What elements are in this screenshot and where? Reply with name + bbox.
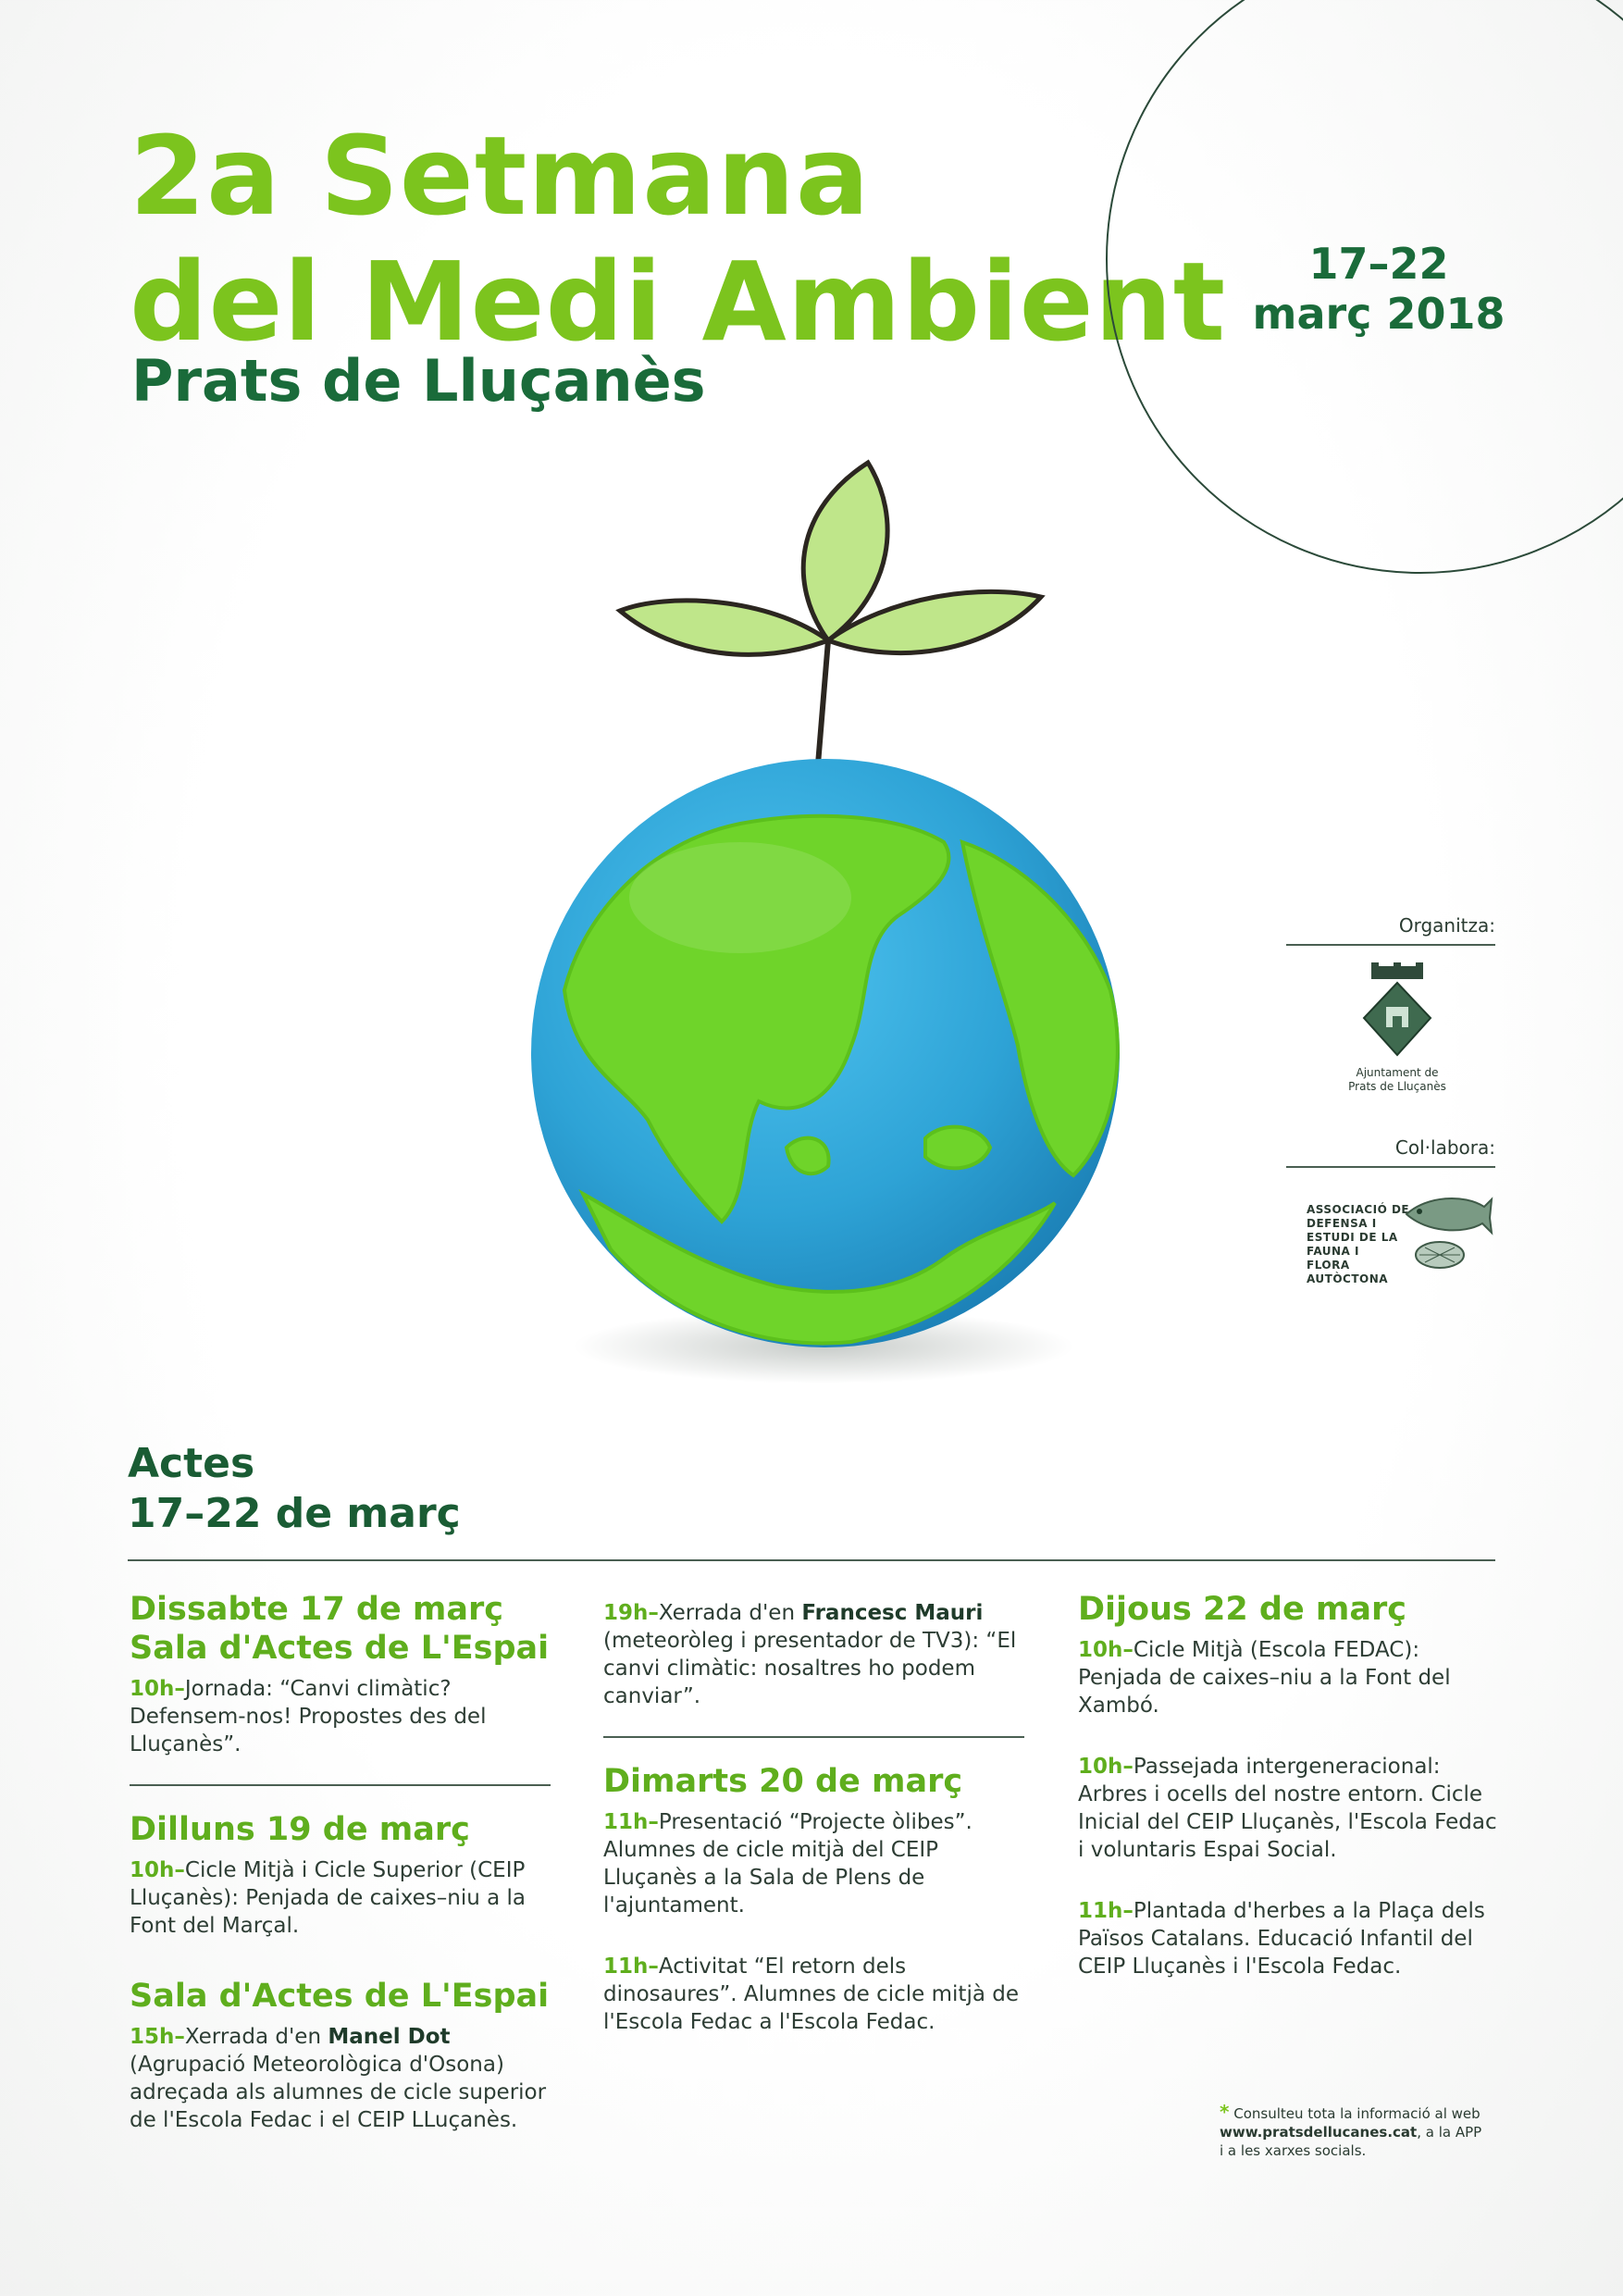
column-divider <box>130 1784 551 1786</box>
column-divider <box>603 1736 1024 1738</box>
footnote-line-3: i a les xarxes socials. <box>1220 2142 1367 2159</box>
assoc-line: FLORA <box>1307 1259 1350 1272</box>
fish-shell-logo-icon <box>1399 1186 1493 1273</box>
date-line-2: març 2018 <box>1252 289 1505 339</box>
event-time: 10h– <box>130 1858 185 1882</box>
event-text: Xerrada d'en <box>184 2025 328 2049</box>
title-line-2: del Medi Ambient <box>130 238 1227 366</box>
event-text: Xerrada d'en <box>658 1601 802 1625</box>
organizer-name-line-2: Prats de Lluçanès <box>1348 1080 1446 1093</box>
schedule-column-1 <box>130 1590 551 2134</box>
event-text: Passejada intergeneracional: Arbres i ocells del nostre entorn. Cicle Inicial del CEIP Lluçanès, l'Escola Fedac i voluntaris Espai Social. <box>1078 1755 1497 1862</box>
event-text: Plantada d'herbes a la Plaça dels Països Catalans. Educació Infantil del CEIP Lluçanès i l'Escola Fedac. <box>1078 1899 1485 1979</box>
actes-heading <box>128 1439 461 1539</box>
assoc-line: FAUNA I <box>1307 1245 1359 1258</box>
footnote-line-1 <box>1220 2103 1497 2123</box>
event-item <box>130 1856 551 1940</box>
subtitle: Prats de Lluçanès <box>131 347 706 415</box>
event-text: Activitat “El retorn dels dinosaures”. Alumnes de cicle mitjà de l'Escola Fedac a l'Escola Fedac. <box>603 1955 1019 2034</box>
event-time: 19h– <box>603 1601 659 1625</box>
event-item <box>130 1675 551 1758</box>
venue-heading: Sala d'Actes de L'Espai <box>130 1978 550 2015</box>
schedule-column-2 <box>603 1599 1024 2036</box>
day-heading: Dimarts 20 de març <box>603 1763 963 1800</box>
website-link[interactable]: www.pratsdellucanes.cat <box>1220 2124 1418 2141</box>
actes-heading-line-2: 17–22 de març <box>128 1490 461 1537</box>
event-item <box>1078 1897 1504 1980</box>
organiza-label: Organitza: <box>1398 914 1495 937</box>
event-item <box>1078 1753 1504 1864</box>
footnote-text: Consulteu tota la informació al web <box>1233 2105 1481 2122</box>
organiza-rule <box>1286 944 1495 946</box>
event-text: Presentació “Projecte òlibes”. Alumnes de cicle mitjà del CEIP Lluçanès a la Sala de Plens de l'ajuntament. <box>603 1810 973 1917</box>
schedule-column-3 <box>1078 1590 1504 1980</box>
collabora-label: Col·labora: <box>1394 1136 1495 1159</box>
event-text: Cicle Mitjà (Escola FEDAC): Penjada de caixes–niu a la Font del Xambó. <box>1078 1638 1451 1718</box>
event-time: 10h– <box>1078 1638 1134 1662</box>
speaker-name: Francesc Mauri <box>801 1601 984 1625</box>
actes-heading-line-1: Actes <box>128 1440 255 1487</box>
event-item <box>603 1599 1024 1710</box>
day-heading: Dissabte 17 de març <box>130 1591 504 1628</box>
assoc-line: DEFENSA I <box>1307 1217 1377 1230</box>
association-logo-text <box>1307 1203 1409 1286</box>
globe-sprout-illustration <box>463 435 1166 1397</box>
footnote-line-2 <box>1220 2123 1497 2141</box>
assoc-line: ASSOCIACIÓ DE <box>1307 1203 1410 1216</box>
event-time: 10h– <box>130 1677 185 1701</box>
town-crest-logo <box>1358 962 1436 1062</box>
footnote-text: , a la APP <box>1417 2124 1482 2141</box>
event-text: (Agrupació Meteorològica d'Osona) adreçada als alumnes de cicle superior de l'Escola Fedac i el CEIP LLuçanès. <box>130 2053 547 2132</box>
day-heading: Dilluns 19 de març <box>130 1811 470 1848</box>
event-text: Jornada: “Canvi climàtic? Defensem-nos! Propostes des del Lluçanès”. <box>130 1677 487 1756</box>
assoc-line: AUTÒCTONA <box>1307 1272 1389 1285</box>
organizer-name-line-1: Ajuntament de <box>1356 1066 1439 1079</box>
collabora-rule <box>1286 1166 1495 1168</box>
date-line-1: 17–22 <box>1308 239 1449 289</box>
event-text: Cicle Mitjà i Cicle Superior (CEIP Lluçanès): Penjada de caixes–niu a la Font del Marçal. <box>130 1858 527 1938</box>
organizer-name <box>1332 1066 1462 1094</box>
event-text: (meteoròleg i presentador de TV3): “El canvi climàtic: nosaltres ho podem canviar”. <box>603 1629 1017 1708</box>
date-badge <box>1212 239 1545 339</box>
event-item <box>603 1953 1024 2036</box>
actes-rule <box>128 1559 1495 1561</box>
day-heading: Dijous 22 de març <box>1078 1591 1406 1628</box>
event-time: 10h– <box>1078 1755 1134 1779</box>
speaker-name: Manel Dot <box>328 2025 451 2049</box>
title-line-1: 2a Setmana <box>130 112 871 240</box>
footnote <box>1220 2103 1497 2160</box>
event-item <box>603 1808 1024 1919</box>
event-item <box>1078 1636 1504 1719</box>
venue-heading: Sala d'Actes de L'Espai <box>130 1630 550 1667</box>
event-item <box>130 2023 551 2134</box>
assoc-line: ESTUDI DE LA <box>1307 1231 1398 1244</box>
event-time: 11h– <box>603 1955 659 1979</box>
asterisk-icon: * <box>1220 2101 1230 2123</box>
event-time: 15h– <box>130 2025 185 2049</box>
event-time: 11h– <box>1078 1899 1134 1923</box>
event-time: 11h– <box>603 1810 659 1834</box>
